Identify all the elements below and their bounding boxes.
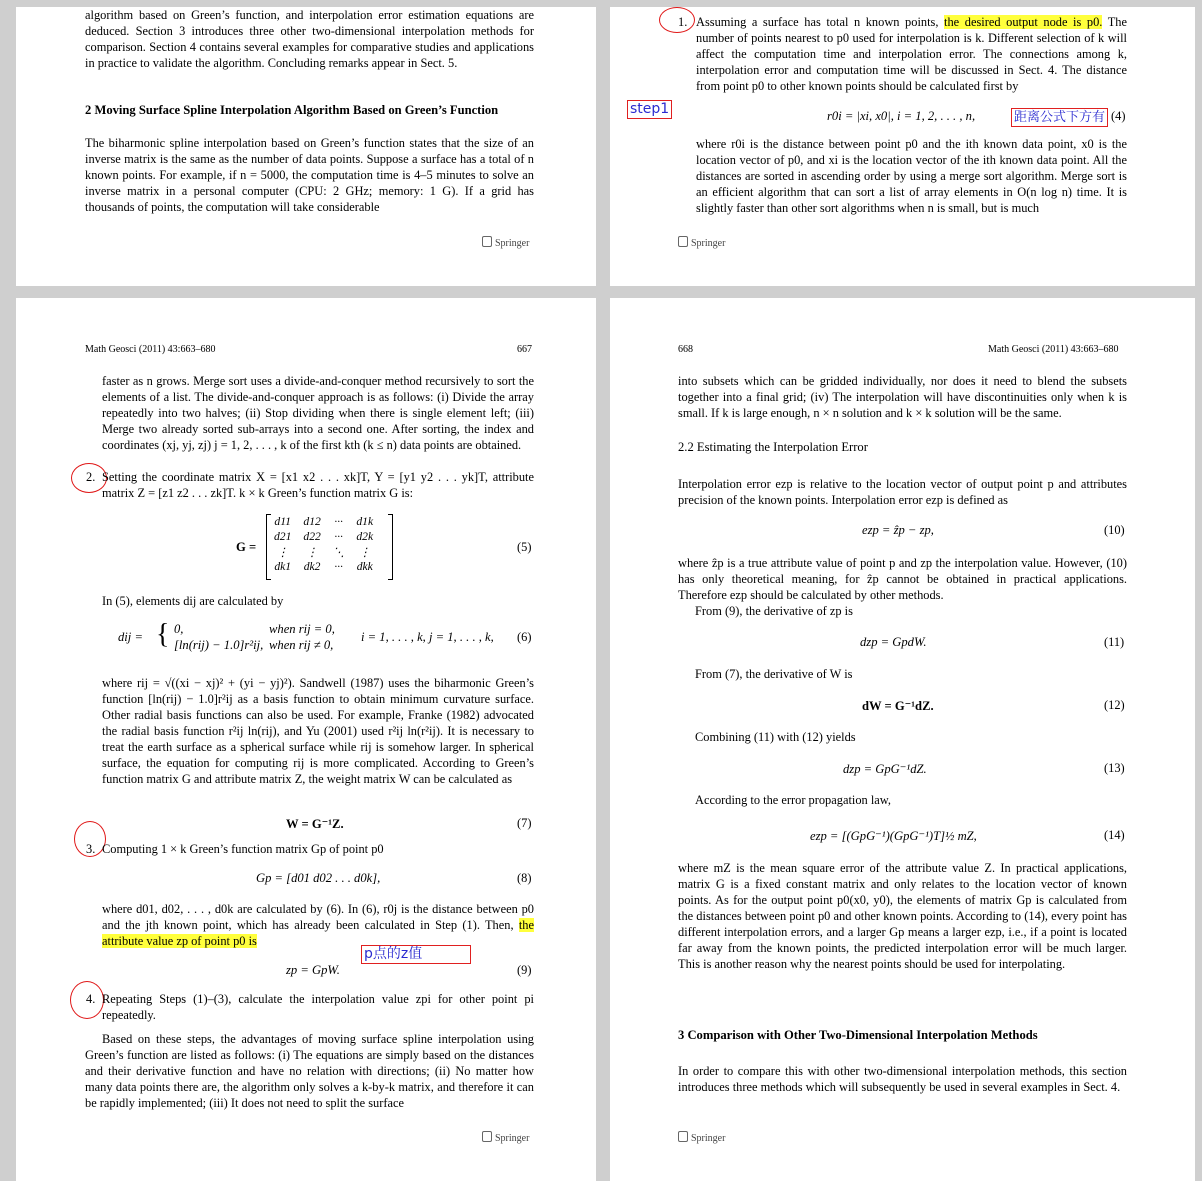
running-header-journal: Math Geosci (2011) 43:663–680	[85, 344, 216, 355]
equation-9-number: (9)	[517, 963, 532, 977]
running-header-journal: Math Geosci (2011) 43:663–680	[988, 344, 1119, 355]
equation-8: Gp = [d01 d02 . . . d0k],	[256, 871, 381, 885]
equation-6-lhs: dij =	[118, 630, 143, 644]
matrix-cell: ···	[334, 515, 343, 528]
matrix-right-bracket	[388, 514, 393, 580]
equation-5-number: (5)	[517, 540, 532, 554]
page-bottom-right	[610, 298, 1195, 1181]
paragraph-distance-sort: where r0i is the distance between point p0 and the ith known data point, x0 is the location vector of p0, and xi is the location vector of the ith known data point. All the distances are sorted in ascending order by using a merge sort algorithm. Merge sort is an efficient algorithm that can sort a list of array elements in O(n log n) time. It is slightly faster than other sort algorithms when n is small, but is much	[696, 137, 1127, 215]
step-number-4: 4.	[86, 992, 96, 1006]
highlight-output-node: the desired output node is p0.	[944, 15, 1103, 29]
matrix-cell: d2k	[356, 530, 374, 543]
paragraph-interpolation-error: Interpolation error ezp is relative to the location vector of output point p and attributes precision of the known points. Interpolation error ezp is defined as	[678, 477, 1127, 507]
matrix-cell: ⋮	[276, 545, 289, 559]
equation-4: r0i = |xi, x0|, i = 1, 2, . . . , n,	[827, 109, 976, 123]
paragraph-from-9: From (9), the derivative of zp is	[695, 604, 853, 618]
springer-label: Springer	[691, 238, 726, 249]
equation-12-number: (12)	[1104, 698, 1125, 712]
springer-horse-icon	[482, 236, 492, 247]
equation-13-number: (13)	[1104, 761, 1125, 775]
matrix-cell: d21	[274, 530, 292, 543]
springer-horse-icon	[678, 1131, 688, 1142]
page-top-left	[16, 7, 596, 286]
springer-horse-icon	[482, 1131, 492, 1142]
equation-4-number: (4)	[1111, 109, 1126, 123]
matrix-cell: ⋮	[306, 545, 318, 559]
page-bottom-left	[16, 298, 596, 1181]
springer-logo	[678, 1131, 725, 1144]
paragraph-mean-square-error: where mZ is the mean square error of the attribute value Z. In practical applications, matrix G is a fixed constant matrix and only relates to the location vector of known points. As for the output point p0(x0, y0), the elements of matrix Gp is calculated from the distances between point p0 and other known points. According to (14), every point has different interpolation errors, and a larger Gp means a larger ezp, i.e., if a point is located far away from the known points, the predicted interpolation error will be much larger. This is another reason why the nearest points should be used for interpolating.	[678, 861, 1127, 971]
page-number: 668	[678, 344, 693, 355]
equation-6-number: (6)	[517, 630, 532, 644]
paragraph-merge-sort: faster as n grows. Merge sort uses a divide-and-conquer method recursively to sort the elements of a list. The divide-and-conquer approach is as follows: (i) Divide the array repeatedly into two halves; (ii) Stop dividing when there is single element left; (iii) Merge two already sorted sub-arrays into a second one. After sorting, the index and coordinates (xj, yj, zj) j = 1, 2, . . . , k of the first kth (k ≤ n) data points are obtained.	[102, 374, 534, 452]
paragraph-biharmonic: The biharmonic spline interpolation based on Green’s function states that the size of an inverse matrix is the same as the number of data points. Suppose a surface has a total of n known points. For example, if n = 5000, the computation time is 4–5 minutes to solve an inverse matrix in a personal computer (CPU: 2 GHz; memory: 1 G). If a grid has thousands of points, the computation will take considerable	[85, 136, 534, 214]
paragraph-combining: Combining (11) with (12) yields	[695, 730, 856, 744]
paragraph-error-propagation: According to the error propagation law,	[695, 793, 891, 807]
paragraph-intro-end: algorithm based on Green’s function, and interpolation error estimation equations are deduced. Section 3 introduces three other two-dimensional interpolation methods for comparison. Section 4 contains several examples for comparative studies and applications in practice to validate the algorithm. Concluding remarks appear in Sect. 5.	[85, 8, 534, 70]
matrix-cell: d1k	[356, 515, 374, 528]
matrix-cell: ⋱	[332, 545, 345, 559]
equation-10-number: (10)	[1104, 523, 1125, 537]
equation-6-case-2: [ln(rij) − 1.0]r²ij,	[174, 638, 264, 652]
annotation-circle-1	[659, 7, 695, 33]
equation-11: dzp = GpdW.	[860, 635, 927, 649]
equation-7: W = G⁻¹Z.	[286, 817, 344, 831]
equation-14-number: (14)	[1104, 828, 1125, 842]
step-2-text: Setting the coordinate matrix X = [x1 x2 . . . xk]T, Y = [y1 y2 . . . yk]T, attribute matrix Z = [z1 z2 . . . zk]T. k × k Green’s function matrix G is:	[102, 470, 534, 500]
step-3-text: Computing 1 × k Green’s function matrix Gp of point p0	[102, 842, 384, 856]
springer-label: Springer	[691, 1133, 726, 1144]
note-p-z-value: p点的z值	[361, 945, 471, 964]
springer-logo	[482, 1131, 529, 1144]
paragraph-from-7: From (7), the derivative of W is	[695, 667, 853, 681]
matrix-cell: d11	[274, 515, 291, 528]
equation-6-range: i = 1, . . . , k, j = 1, . . . , k,	[361, 630, 494, 644]
paragraph-d0-lead: where d01, d02, . . . , d0k are calculated by (6). In (6), r0j is the distance between p0 and the jth known point, which has already been calculated in Step (1). Then,	[102, 902, 534, 932]
equation-6-case-2-cond: when rij ≠ 0,	[269, 638, 334, 652]
springer-logo	[678, 236, 725, 249]
step-4-text: Repeating Steps (1)–(3), calculate the interpolation value zpi for other point pi repeatedly.	[102, 992, 534, 1022]
equation-7-number: (7)	[517, 816, 532, 830]
matrix-cell: d22	[303, 530, 321, 543]
matrix-G	[268, 514, 379, 574]
paragraph-radial-basis: where rij = √((xi − xj)² + (yi − yj)²). Sandwell (1987) uses the biharmonic Green’s function [ln(rij) − 1.0]r²ij as a basis function to obtain minimum curvature surface. Other radial basis functions can also be used. For example, Franke (1982) advocated the radial basis function r²ij ln(rij), and Yu (2001) used r²ij ln(r²ij). It is necessary to treat the earth surface as a spherical surface while rij is somehow larger. In spherical surface, the equation for computing rij is more complicated. According to Green’s function matrix G and attribute matrix Z, the weight matrix W can be calculated as	[102, 676, 534, 786]
step-number-1: 1.	[678, 15, 688, 29]
equation-6-case-1-cond: when rij = 0,	[269, 622, 335, 636]
paragraph-subsets: into subsets which can be gridded individually, nor does it need to blend the subsets together into a final grid; (iv) The interpolation will have discontinuities only when k is small. If k is large enough, n × n solution and k × k solution will be the same.	[678, 374, 1127, 420]
matrix-cell: dkk	[356, 560, 373, 573]
matrix-cell: ···	[334, 530, 343, 543]
paragraph-d0-elements	[102, 901, 534, 949]
equation-10: ezp = ẑp − zp,	[862, 523, 934, 537]
step-1-text	[696, 14, 1127, 94]
equation-6-case-1: 0,	[174, 622, 184, 636]
step-number-2: 2.	[86, 470, 96, 484]
matrix-cell: ⋮	[358, 545, 371, 559]
equation-12: dW = G⁻¹dZ.	[862, 699, 934, 713]
matrix-cell: ···	[334, 560, 343, 573]
section-heading-2: 2 Moving Surface Spline Interpolation Algorithm Based on Green’s Function	[85, 103, 499, 117]
matrix-cell: dk2	[303, 560, 321, 573]
note-distance-formula: 距离公式下方有	[1011, 108, 1108, 127]
matrix-cell: d12	[303, 515, 321, 528]
highlight-attribute-value: the attribute value zp of point p0 is	[102, 918, 534, 948]
subsection-heading-2-2: 2.2 Estimating the Interpolation Error	[678, 440, 868, 454]
note-step1: step1	[627, 100, 672, 119]
equation-11-number: (11)	[1104, 635, 1125, 649]
springer-label: Springer	[495, 1133, 530, 1144]
page-number: 667	[517, 344, 532, 355]
step-number-3: 3.	[86, 842, 96, 856]
springer-horse-icon	[678, 236, 688, 247]
equation-5-lhs: G =	[236, 540, 257, 554]
matrix-cell: dk1	[274, 560, 292, 573]
page-top-right	[610, 7, 1195, 286]
equation-14: ezp = [(GpG⁻¹)(GpG⁻¹)T]½ mZ,	[810, 829, 977, 843]
springer-logo	[482, 236, 529, 249]
equation-6-brace: {	[156, 619, 170, 650]
step-1-rest: The number of points nearest to p0 used for interpolation is k. Different selection of k will affect the computation time and interpolation error. The connections among k, interpolation error and computation time will be discussed in Sect. 4. The distance from point p0 to other known points should be calculated first by	[696, 15, 1127, 93]
paragraph-true-value: where ẑp is a true attribute value of point p and zp the interpolation value. However, (10) has only theoretical meaning, for ẑp cannot be obtained in practical applications. Therefore ezp should be calculated by other methods.	[678, 556, 1127, 602]
section-heading-3: 3 Comparison with Other Two-Dimensional Interpolation Methods	[678, 1028, 1038, 1042]
paragraph-in-5: In (5), elements dij are calculated by	[102, 594, 284, 608]
paragraph-comparison: In order to compare this with other two-dimensional interpolation methods, this section introduces three methods which will subsequently be used in several examples in Sect. 4.	[678, 1064, 1127, 1094]
springer-label: Springer	[495, 238, 530, 249]
step-1-lead: Assuming a surface has total n known points,	[696, 15, 939, 29]
equation-9: zp = GpW.	[286, 963, 340, 977]
equation-8-number: (8)	[517, 871, 532, 885]
paragraph-advantages: Based on these steps, the advantages of moving surface spline interpolation using Green’s function are listed as follows: (i) The equations are simply based on the distances and their derivative function and have no relation with directions; (ii) No matter how many data points there are, the algorithm only solves a k-by-k matrix, and therefore it can be rapidly implemented; (iii) It does not need to split the surface	[85, 1032, 534, 1110]
equation-13: dzp = GpG⁻¹dZ.	[843, 762, 927, 776]
